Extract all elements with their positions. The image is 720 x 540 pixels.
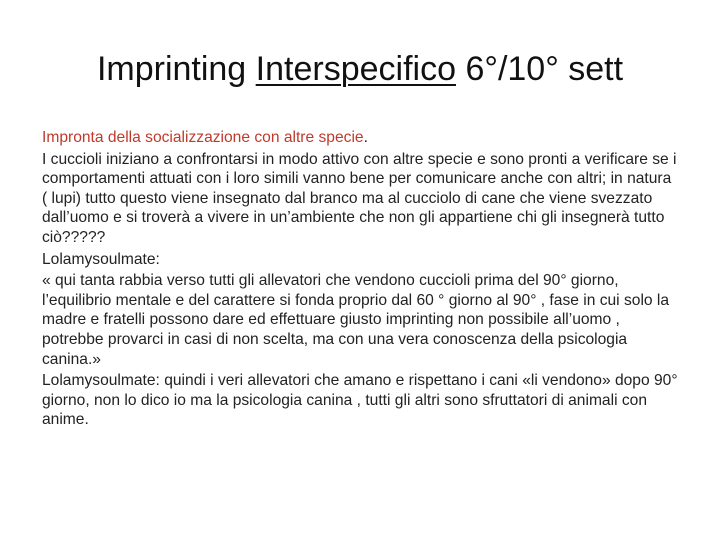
paragraph-intro	[42, 128, 678, 148]
slide-body	[42, 128, 678, 432]
paragraph-author-label: Lolamysoulmate:	[42, 250, 160, 268]
intro-period: .	[363, 129, 368, 146]
paragraph-description: I cuccioli iniziano a confrontarsi in modo attivo con altre specie e sono pronti a verificare se i comportamenti attuati con i loro simili vanno bene per comunicare anche con altri; in natura ( lupi) tutto questo viene insegnato dal branco ma al cucciolo di cane che viene svezzato dall’uomo e si troverà a vivere in un’ambiente che non gli appartiene chi gli insegnerà tutto ciò?????	[42, 150, 677, 246]
highlighted-text: Impronta della socializzazione con altre specie	[42, 129, 364, 146]
title-part-3: 6°/10° sett	[456, 50, 624, 88]
title-underlined-word: Interspecifico	[255, 50, 456, 88]
title-part-1: Imprinting	[96, 50, 256, 88]
slide-title	[0, 46, 720, 92]
paragraph-quote: « qui tanta rabbia verso tutti gli allevatori che vendono cuccioli prima del 90° giorno, l’equilibrio mentale e del carattere si fonda proprio dal 60 ° giorno al 90° , fase in cui solo la madre e fratelli possono dare ed effettuare giusto imprinting non possibile all’uomo , potrebbe provarci in casi di non scelta, ma con una vera conoscenza della psicologia canina.»	[42, 272, 670, 368]
paragraph-conclusion: Lolamysoulmate: quindi i veri allevatori che amano e rispettano i cani «li vendono» dopo 90° giorno, non lo dico io ma la psicologia canina , tutti gli altri sono sfruttatori di animali con anime.	[42, 372, 678, 429]
